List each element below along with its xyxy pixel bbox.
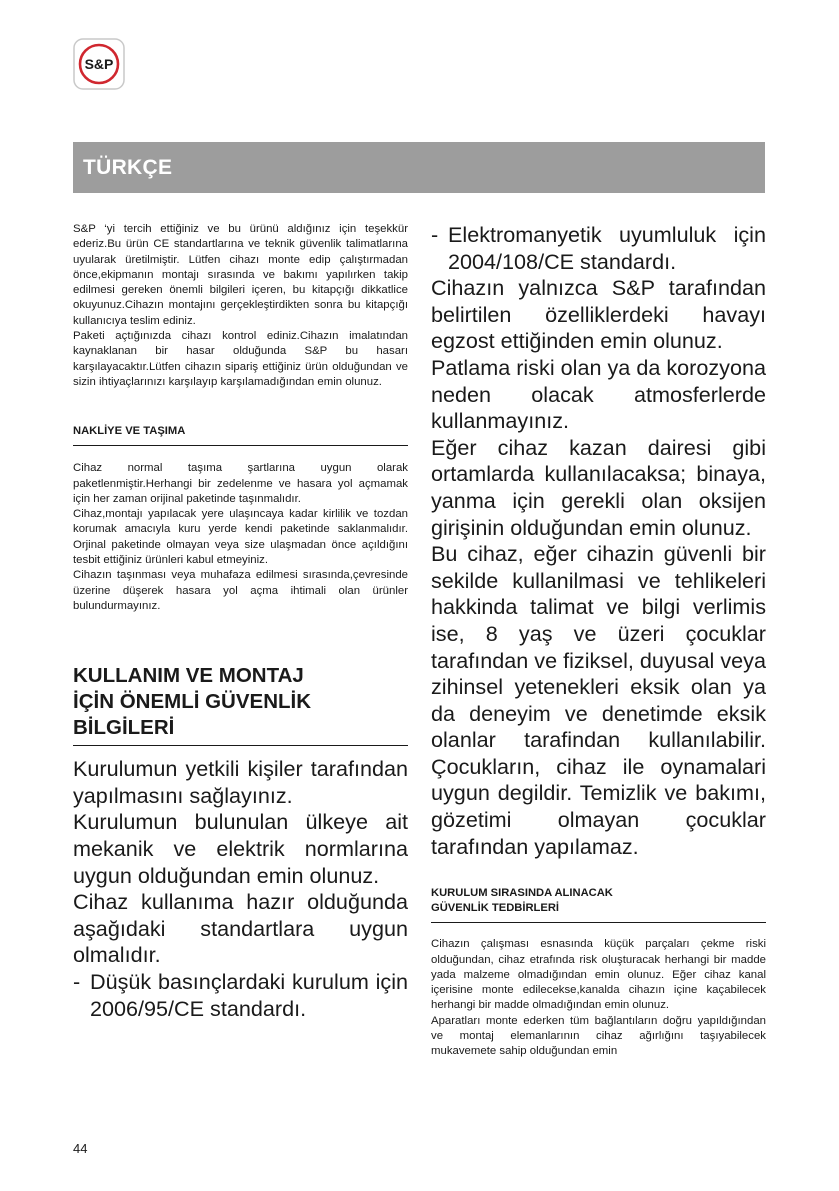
install-heading (431, 886, 766, 923)
usage-paragraph: Bu cihaz, eğer cihazin güvenli bir sekilde kullanilmasi ve tehlikeleri hakkinda talimat ve bilgi verlimis ise, 8 yaş ve üzeri çocuklar tarafından ve fiziksel, duyusal veya zihinsel yetenekleri eksik olan ya da deneyim ve denetimde eksik olanlar tarafindan kullanılabilir. Çocukların, cihaz ile oynamalari uygun degildir. Temizlik ve bakımı, gözetimi olmayan çocuklar tarafından yapılamaz. (431, 541, 766, 859)
right-column (431, 222, 766, 1060)
usage-paragraph: Cihazın yalnızca S&P tarafından belirtilen özelliklerdeki havayı egzost ettiğinden emin olunuz. (431, 275, 766, 354)
safety-heading-line: BİLGİLERİ (73, 716, 175, 740)
standard-item-text: Düşük basınçlardaki kurulum için 2006/95/CE standardı. (90, 968, 408, 1021)
install-heading-line: KURULUM SIRASINDA ALINACAK (431, 887, 613, 900)
transport-paragraph: Cihazın taşınması veya muhafaza edilmesi sırasında,çevresinde üzerine düşerek hasara yol açma ihtimali olan ürünler bulundurmayınız. (73, 569, 408, 612)
safety-paragraph: Kurulumun yetkili kişiler tarafından yapılmasını sağlayınız. (73, 756, 408, 808)
dash-mark: - (73, 968, 81, 994)
safety-paragraph: Cihaz kullanıma hazır olduğunda aşağıdaki standartlara uygun olmalıdır. (73, 889, 408, 968)
usage-paragraph: Eğer cihaz kazan dairesi gibi ortamlarda kullanılacaksa; binaya, yanma için gerekli olan oksijen girişinin olduğundan emin olunuz. (431, 434, 766, 540)
sp-logo (73, 38, 125, 90)
install-paragraph: Aparatları monte ederken tüm bağlantıların doğru yapıldığından ve montaj elemanlarının cihaz ağırlığını taşıyabilecek mukavemete sahip olduğundan emin (431, 1014, 766, 1058)
standard-item (431, 222, 766, 275)
safety-heading-line: İÇİN ÖNEMLİ GÜVENLİK (73, 690, 312, 714)
transport-paragraph: Cihaz,montajı yapılacak yere ulaşıncaya kadar kirlilik ve tozdan korumak amacıyla kuru yerde kendi paketinde saklanmalıdır. Orjinal paketinde olmayan veya size ulaşmadan önce açıldığını tesbit ettiğiniz ürünleri kabul etmeyiniz. (73, 508, 408, 567)
intro-paragraph: S&P ‘yi tercih ettiğiniz ve bu ürünü aldığınız için teşekkür ederiz.Bu ürün CE standartlarına ve teknik güvenlik talimatlarına uyularak üretilmiştir. Lütfen cihazı monte edip çalıştırmadan önce,ekipmanın montajı sırasında ve bakımı yapılırken takip edilmesi gereken önemli bilgileri içeren, bu kitapçığı dikkatlice okuyunuz.Cihazın montajını gerçekleştirdikten sonra bu kitapçığı kullanıcıya teslim ediniz. (73, 223, 408, 327)
standard-item (73, 969, 408, 1022)
section-title: TÜRKÇE (83, 155, 173, 179)
standard-item-text: Elektromanyetik uyumluluk için 2004/108/CE standardı. (448, 222, 766, 274)
logo-text: S&P (84, 56, 114, 72)
usage-paragraph: Patlama riski olan ya da korozyona neden olacak atmosferlerde kullanmayınız. (431, 354, 766, 434)
safety-heading (73, 663, 408, 746)
left-column (73, 222, 408, 1022)
page-number: 44 (73, 1141, 88, 1156)
section-banner (73, 142, 765, 193)
transport-heading: NAKLİYE VE TAŞIMA (73, 424, 408, 446)
transport-paragraph: Cihaz normal taşıma şartlarına uygun olarak paketlenmiştir.Herhangi bir zedelenme ve hasara yol açmamak için her zaman orijinal paketinde taşınmalıdır. (73, 462, 408, 505)
install-heading-line: GÜVENLİK TEDBİRLERİ (431, 902, 560, 915)
safety-paragraph: Kurulumun bulunulan ülkeye ait mekanik ve elektrik normlarına uygun olduğundan emin olunuz. (73, 809, 408, 888)
safety-heading-line: KULLANIM VE MONTAJ (73, 664, 304, 688)
install-paragraph: Cihazın çalışması esnasında küçük parçaları çekme riski olduğundan, cihaz etrafında risk oluşturacak herhangi bir madde yada malzeme olmadığından emin olunuz. Eğer cihaz kanal içerisine monte edilecekse,kanalda cihazın içine kaçabilecek herhangi bir madde olmadığından emin olunuz. (431, 938, 766, 1012)
intro-paragraph: Paketi açtığınızda cihazı kontrol ediniz.Cihazın imalatından kaynaklanan bir hasar olduğunda S&P bu hasarı karşılayacaktır.Lütfen cihazın sipariş ettiğiniz ürün olduğundan ve sizin ihtiyaçlarınızı karşılayıp karşılamadığından emin olunuz. (73, 330, 408, 388)
dash-mark: - (431, 222, 439, 247)
